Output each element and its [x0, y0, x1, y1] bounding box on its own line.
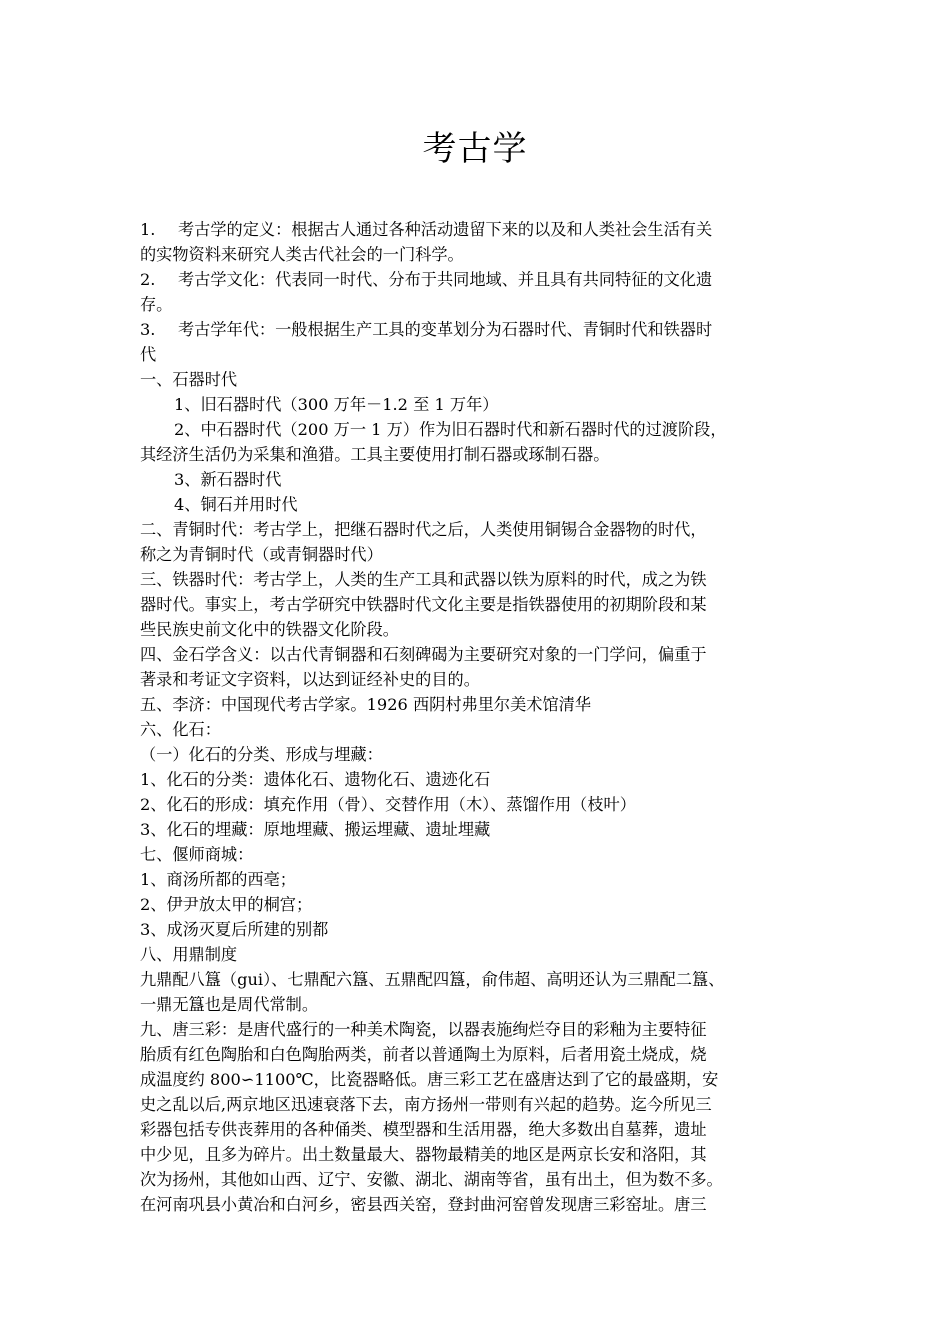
line-text: 1、化石的分类：遗体化石、遗物化石、遗迹化石 [140, 770, 491, 789]
line-text: 五、李济：中国现代考古学家。1926 西阴村弗里尔美术馆清华 [140, 695, 592, 714]
line-text: 彩器包括专供丧葬用的各种俑类、模型器和生活用器，绝大多数出自墓葬，遗址 [140, 1120, 707, 1139]
text-line [140, 917, 830, 942]
text-line [140, 667, 830, 692]
line-text: 考古学的定义：根据古人通过各种活动遗留下来的以及和人类社会生活有关 [178, 220, 713, 239]
list-number: 2. [140, 270, 156, 289]
text-line [140, 592, 830, 617]
line-text: 史之乱以后,两京地区迅速衰落下去，南方扬州一带则有兴起的趋势。迄今所见三 [140, 1095, 712, 1114]
text-line [140, 767, 830, 792]
text-line [140, 492, 830, 517]
line-text: 二、青铜时代：考古学上，把继石器时代之后，人类使用铜锡合金器物的时代， [140, 520, 707, 539]
text-line [140, 792, 830, 817]
line-text: 中少见，且多为碎片。出土数量最大、器物最精美的地区是两京长安和洛阳，其 [140, 1145, 707, 1164]
document-body [140, 217, 830, 1217]
line-text: 一鼎无簋也是周代常制。 [140, 995, 319, 1014]
line-text: 1、商汤所都的西亳； [140, 870, 296, 889]
line-text: 在河南巩县小黄冶和白河乡，密县西关窑，登封曲河窑曾发现唐三彩窑址。唐三 [140, 1195, 707, 1214]
text-line [140, 1092, 830, 1117]
text-line [140, 1142, 830, 1167]
text-line [140, 967, 830, 992]
text-line [140, 442, 830, 467]
text-line [140, 1117, 830, 1142]
line-text: 2、伊尹放太甲的桐宫； [140, 895, 313, 914]
line-text: 3、成汤灭夏后所建的别都 [140, 920, 329, 939]
list-number: 1. [140, 220, 156, 239]
line-text: 代 [140, 345, 157, 364]
line-text: 七、偃师商城： [140, 845, 254, 864]
line-text: 2、化石的形成：填充作用（骨）、交替作用（木）、蒸馏作用（枝叶） [140, 795, 636, 814]
line-text: 八、用鼎制度 [140, 945, 238, 964]
text-line [140, 267, 830, 292]
text-line [140, 1042, 830, 1067]
line-text: 3、新石器时代 [174, 470, 282, 489]
text-line [140, 567, 830, 592]
text-line [140, 817, 830, 842]
line-text: 3、化石的埋藏：原地埋藏、搬运埋藏、遗址埋藏 [140, 820, 491, 839]
text-line [140, 242, 830, 267]
line-text: 一、石器时代 [140, 370, 238, 389]
line-text: 四、金石学含义：以古代青铜器和石刻碑碣为主要研究对象的一门学问，偏重于 [140, 645, 707, 664]
line-text: （一）化石的分类、形成与埋藏： [140, 745, 383, 764]
text-line [140, 1017, 830, 1042]
line-text: 著录和考证文字资料，以达到证经补史的目的。 [140, 670, 480, 689]
line-text: 胎质有红色陶胎和白色陶胎两类，前者以普通陶土为原料，后者用瓷土烧成，烧 [140, 1045, 707, 1064]
text-line [140, 1067, 830, 1092]
text-line [140, 392, 830, 417]
line-text: 的实物资料来研究人类古代社会的一门科学。 [140, 245, 464, 264]
text-line [140, 1192, 830, 1217]
text-line [140, 367, 830, 392]
text-line [140, 992, 830, 1017]
line-text: 1、旧石器时代（300 万年－1.2 至 1 万年） [174, 395, 499, 414]
text-line [140, 942, 830, 967]
text-line [140, 742, 830, 767]
line-text: 考古学年代：一般根据生产工具的变革划分为石器时代、青铜时代和铁器时 [178, 320, 713, 339]
text-line [140, 617, 830, 642]
text-line [140, 692, 830, 717]
line-text: 次为扬州，其他如山西、辽宁、安徽、湖北、湖南等省，虽有出土，但为数不多。 [140, 1170, 723, 1189]
text-line [140, 292, 830, 317]
text-line [140, 217, 830, 242]
line-text: 2、中石器时代（200 万一 1 万）作为旧石器时代和新石器时代的过渡阶段， [174, 420, 727, 439]
line-text: 考古学文化：代表同一时代、分布于共同地域、并且具有共同特征的文化遗 [178, 270, 713, 289]
line-text: 称之为青铜时代（或青铜器时代） [140, 545, 383, 564]
text-line [140, 892, 830, 917]
text-line [140, 542, 830, 567]
text-line [140, 867, 830, 892]
text-line [140, 342, 830, 367]
line-text: 九、唐三彩：是唐代盛行的一种美术陶瓷，以器表施绚烂夺目的彩釉为主要特征 [140, 1020, 707, 1039]
line-text: 其经济生活仍为采集和渔猎。工具主要使用打制石器或琢制石器。 [140, 445, 610, 464]
text-line [140, 642, 830, 667]
text-line [140, 717, 830, 742]
text-line [140, 467, 830, 492]
line-text: 九鼎配八簋（gui）、七鼎配六簋、五鼎配四簋，俞伟超、高明还认为三鼎配二簋、 [140, 970, 725, 989]
line-text: 六、化石： [140, 720, 221, 739]
text-line [140, 517, 830, 542]
text-line [140, 842, 830, 867]
text-line [140, 1167, 830, 1192]
line-text: 成温度约 800∽1100℃，比瓷器略低。唐三彩工艺在盛唐达到了它的最盛期，安 [140, 1070, 719, 1089]
text-line [140, 317, 830, 342]
line-text: 些民族史前文化中的铁器文化阶段。 [140, 620, 399, 639]
text-line [140, 417, 830, 442]
line-text: 4、铜石并用时代 [174, 495, 298, 514]
list-number: 3. [140, 320, 156, 339]
line-text: 器时代。事实上，考古学研究中铁器时代文化主要是指铁器使用的初期阶段和某 [140, 595, 707, 614]
document-title: 考古学 [422, 129, 528, 169]
line-text: 存。 [140, 295, 173, 314]
line-text: 三、铁器时代：考古学上，人类的生产工具和武器以铁为原料的时代，成之为铁 [140, 570, 707, 589]
